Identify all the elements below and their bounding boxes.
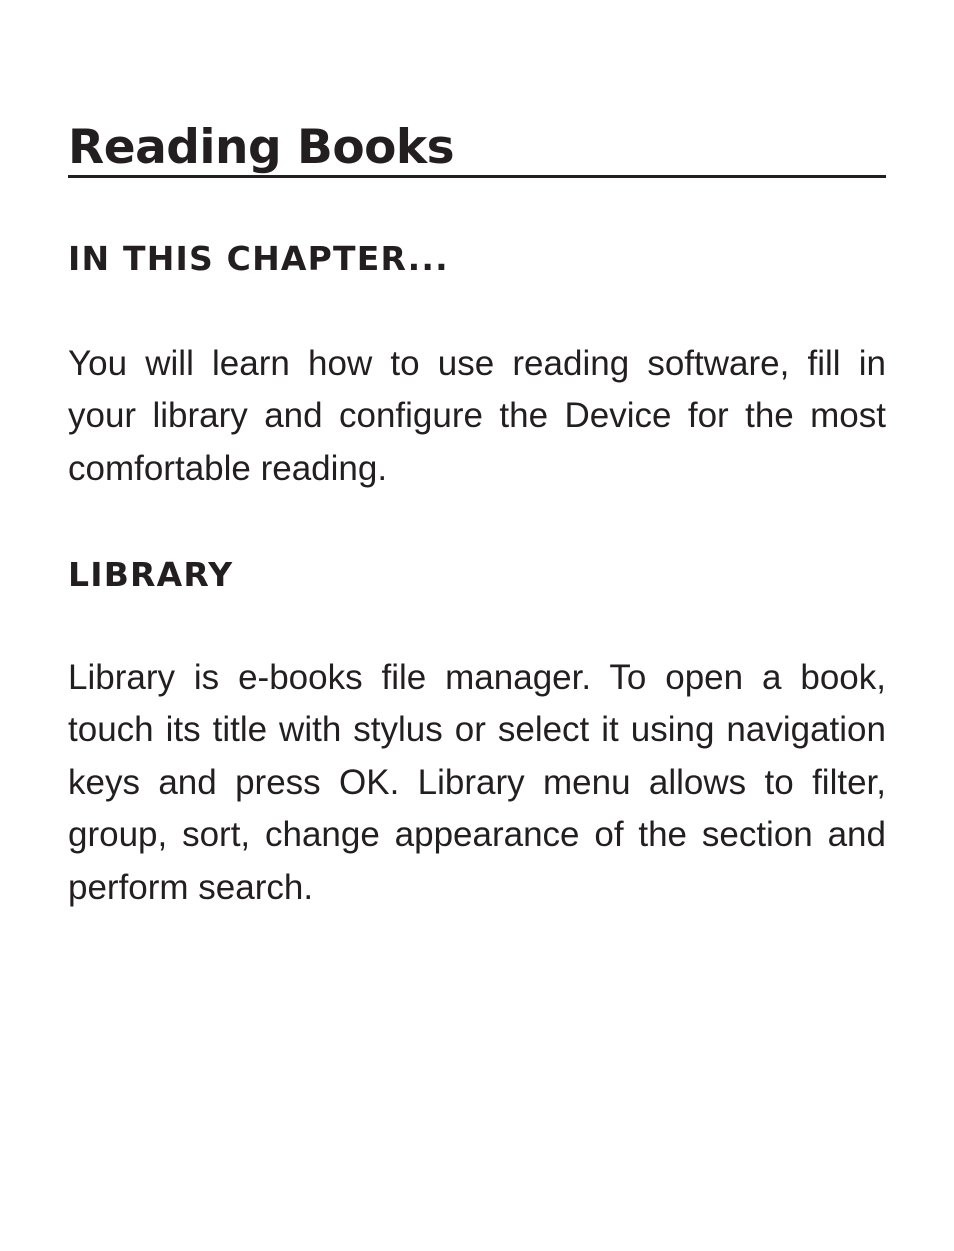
section-heading-library: LIBRARY	[68, 555, 234, 594]
page-title: Reading Books	[68, 120, 455, 175]
section-heading-in-this-chapter: IN THIS CHAPTER...	[68, 239, 449, 278]
title-underline-divider	[68, 175, 886, 178]
chapter-intro-paragraph: You will learn how to use reading software, fill in your library and configure the Device for the most comfortable reading.	[68, 344, 886, 488]
library-paragraph: Library is e-books file manager. To open a book, touch its title with stylus or select it using navigation keys and press OK. Library menu allows to filter, group, sort, change appearance of the section and perform search.	[68, 658, 886, 907]
